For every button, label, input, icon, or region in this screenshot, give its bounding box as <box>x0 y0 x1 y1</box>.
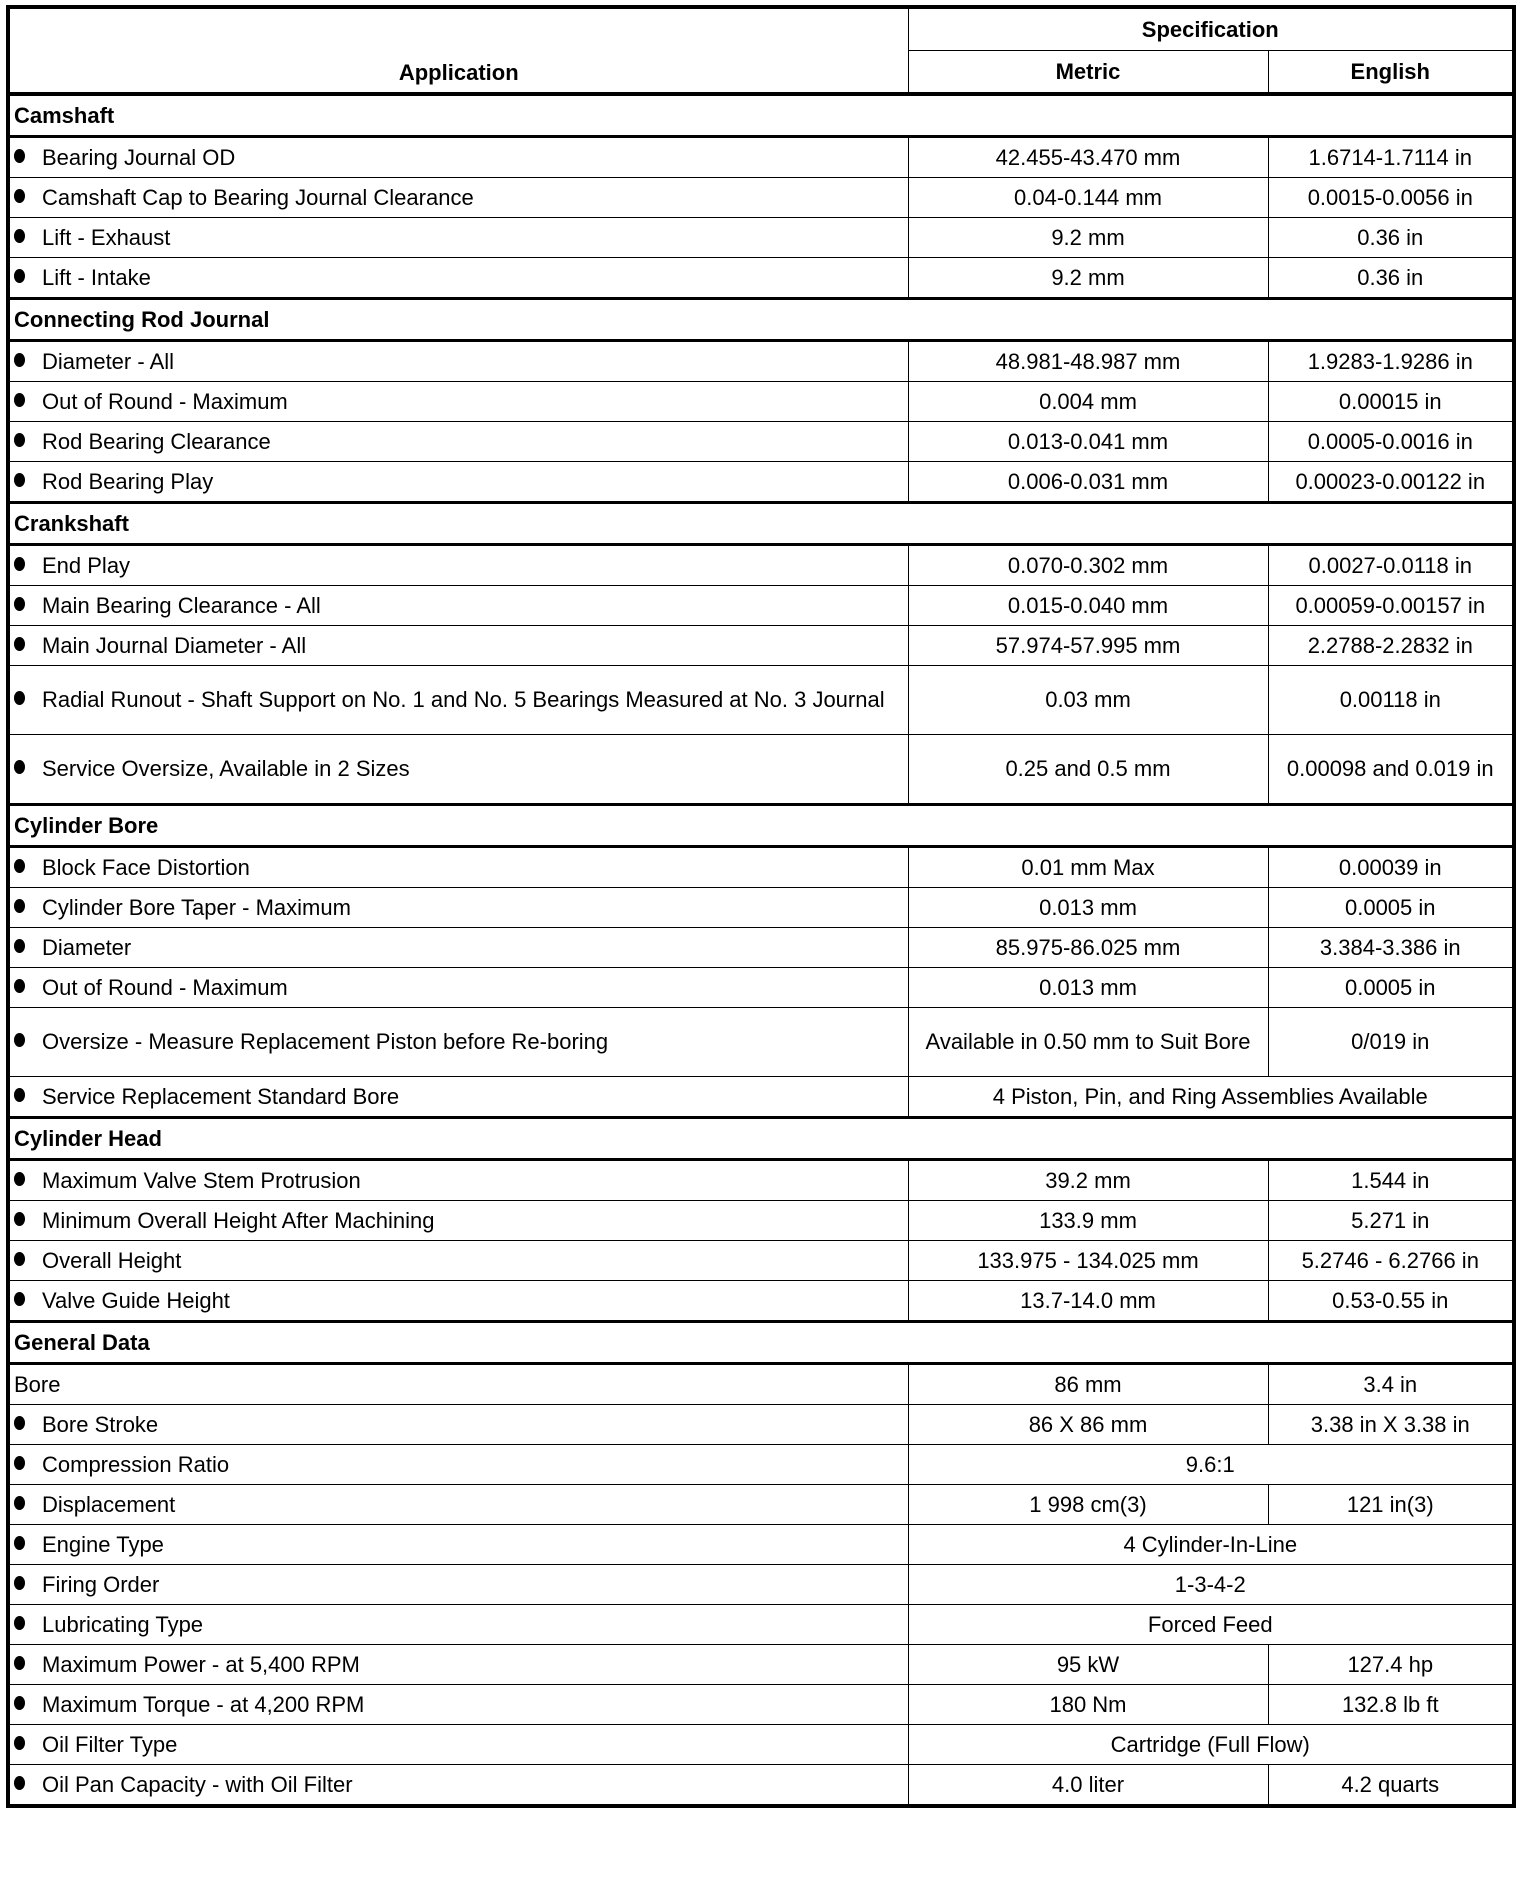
section-title: Cylinder Bore <box>8 805 1514 847</box>
bullet-icon <box>14 859 25 873</box>
english-value: 5.271 in <box>1268 1201 1514 1241</box>
application-label: Oil Filter Type <box>42 1731 178 1757</box>
bullet-icon <box>14 637 25 651</box>
application-cell <box>8 968 908 1008</box>
application-cell <box>8 1160 908 1201</box>
bullet-icon <box>14 393 25 407</box>
metric-value: 85.975-86.025 mm <box>908 928 1268 968</box>
bullet-icon <box>14 229 25 243</box>
metric-column-header: Metric <box>908 51 1268 95</box>
metric-value: 0.04-0.144 mm <box>908 178 1268 218</box>
application-cell <box>8 1405 908 1445</box>
table-row <box>8 341 1514 382</box>
metric-value: 95 kW <box>908 1645 1268 1685</box>
application-label: Lift - Intake <box>42 264 151 290</box>
application-cell <box>8 1008 908 1077</box>
specification-column-header: Specification <box>908 7 1514 51</box>
application-cell <box>8 1077 908 1118</box>
english-value: 0.0015-0.0056 in <box>1268 178 1514 218</box>
english-value: 5.2746 - 6.2766 in <box>1268 1241 1514 1281</box>
application-label: Rod Bearing Play <box>42 468 214 494</box>
metric-value: Available in 0.50 mm to Suit Bore <box>908 1008 1268 1077</box>
bullet-icon <box>14 1416 25 1430</box>
table-row <box>8 586 1514 626</box>
bullet-icon <box>14 1292 25 1306</box>
english-value: 0.00098 and 0.019 in <box>1268 735 1514 805</box>
table-row <box>8 545 1514 586</box>
metric-value: 9.2 mm <box>908 218 1268 258</box>
application-cell <box>8 1201 908 1241</box>
application-label: Displacement <box>42 1491 176 1517</box>
table-row <box>8 462 1514 503</box>
english-value: 3.4 in <box>1268 1364 1514 1405</box>
application-cell <box>8 1364 908 1405</box>
metric-value: 0.006-0.031 mm <box>908 462 1268 503</box>
table-row <box>8 1160 1514 1201</box>
english-value: 3.38 in X 3.38 in <box>1268 1405 1514 1445</box>
english-value: 127.4 hp <box>1268 1645 1514 1685</box>
metric-value: 180 Nm <box>908 1685 1268 1725</box>
english-value: 0.0005-0.0016 in <box>1268 422 1514 462</box>
section-header-row <box>8 1322 1514 1364</box>
specification-value-combined: 1-3-4-2 <box>908 1565 1514 1605</box>
bullet-icon <box>14 433 25 447</box>
section-header-row <box>8 1118 1514 1160</box>
application-cell <box>8 1725 908 1765</box>
section-title: Cylinder Head <box>8 1118 1514 1160</box>
application-label: Engine Type <box>42 1531 164 1557</box>
bullet-icon <box>14 557 25 571</box>
table-row <box>8 1405 1514 1445</box>
bullet-icon <box>14 1172 25 1186</box>
english-value: 0.53-0.55 in <box>1268 1281 1514 1322</box>
bullet-icon <box>14 1736 25 1750</box>
table-row <box>8 137 1514 178</box>
application-label: Main Journal Diameter - All <box>42 632 307 658</box>
table-row <box>8 258 1514 299</box>
metric-value: 1 998 cm(3) <box>908 1485 1268 1525</box>
table-row <box>8 1765 1514 1807</box>
bullet-icon <box>14 979 25 993</box>
application-cell <box>8 847 908 888</box>
metric-value: 0.25 and 0.5 mm <box>908 735 1268 805</box>
application-label: Lubricating Type <box>42 1611 204 1637</box>
application-cell <box>8 586 908 626</box>
metric-value: 4.0 liter <box>908 1765 1268 1807</box>
application-label: Out of Round - Maximum <box>42 388 288 414</box>
application-label: Radial Runout - Shaft Support on No. 1 and No. 5 Bearings Measured at No. 3 Journal <box>42 687 885 712</box>
bullet-icon <box>14 760 25 774</box>
application-cell <box>8 178 908 218</box>
table-row <box>8 1241 1514 1281</box>
application-column-header <box>8 7 908 94</box>
application-label: Compression Ratio <box>42 1451 230 1477</box>
application-label: Oversize - Measure Replacement Piston before Re-boring <box>42 1029 609 1054</box>
application-label: Valve Guide Height <box>42 1287 230 1313</box>
specification-value-combined: 4 Cylinder-In-Line <box>908 1525 1514 1565</box>
application-label: Oil Pan Capacity - with Oil Filter <box>42 1771 353 1797</box>
application-cell <box>8 888 908 928</box>
application-cell <box>8 666 908 735</box>
table-row <box>8 218 1514 258</box>
application-cell <box>8 1565 908 1605</box>
application-cell <box>8 1765 908 1807</box>
table-row <box>8 1364 1514 1405</box>
metric-value: 0.03 mm <box>908 666 1268 735</box>
bullet-icon <box>14 149 25 163</box>
application-cell <box>8 1445 908 1485</box>
english-value: 0.0005 in <box>1268 968 1514 1008</box>
application-label: Cylinder Bore Taper - Maximum <box>42 894 351 920</box>
table-row <box>8 888 1514 928</box>
section-title: General Data <box>8 1322 1514 1364</box>
table-row <box>8 1077 1514 1118</box>
table-row <box>8 928 1514 968</box>
english-value: 0.00015 in <box>1268 382 1514 422</box>
application-cell <box>8 462 908 503</box>
table-row <box>8 1281 1514 1322</box>
metric-value: 0.013 mm <box>908 888 1268 928</box>
application-header-label: Application <box>398 60 519 85</box>
application-label: Overall Height <box>42 1247 182 1273</box>
table-row <box>8 735 1514 805</box>
bullet-icon <box>14 899 25 913</box>
english-value: 0.00118 in <box>1268 666 1514 735</box>
english-column-header: English <box>1268 51 1514 95</box>
bullet-icon <box>14 1576 25 1590</box>
specification-value-combined: 4 Piston, Pin, and Ring Assemblies Available <box>908 1077 1514 1118</box>
bullet-icon <box>14 1456 25 1470</box>
table-row <box>8 847 1514 888</box>
metric-value: 39.2 mm <box>908 1160 1268 1201</box>
application-cell <box>8 1525 908 1565</box>
application-cell <box>8 341 908 382</box>
english-value: 3.384-3.386 in <box>1268 928 1514 968</box>
metric-value: 0.015-0.040 mm <box>908 586 1268 626</box>
metric-value: 86 X 86 mm <box>908 1405 1268 1445</box>
bullet-icon <box>14 1496 25 1510</box>
section-title: Crankshaft <box>8 503 1514 545</box>
metric-value: 0.004 mm <box>908 382 1268 422</box>
table-row <box>8 1725 1514 1765</box>
bullet-icon <box>14 1616 25 1630</box>
section-header-row <box>8 805 1514 847</box>
table-row <box>8 422 1514 462</box>
application-label: Lift - Exhaust <box>42 224 171 250</box>
metric-value: 86 mm <box>908 1364 1268 1405</box>
english-value: 0.36 in <box>1268 218 1514 258</box>
english-value: 1.544 in <box>1268 1160 1514 1201</box>
table-row <box>8 1008 1514 1077</box>
application-label: Camshaft Cap to Bearing Journal Clearance <box>42 184 474 210</box>
metric-value: 13.7-14.0 mm <box>908 1281 1268 1322</box>
application-label: Service Replacement Standard Bore <box>42 1083 400 1109</box>
application-label: Diameter <box>42 934 132 960</box>
section-header-row <box>8 94 1514 137</box>
application-label: Maximum Torque - at 4,200 RPM <box>42 1691 365 1717</box>
english-value: 0.36 in <box>1268 258 1514 299</box>
table-row <box>8 1201 1514 1241</box>
metric-value: 0.013-0.041 mm <box>908 422 1268 462</box>
metric-value: 42.455-43.470 mm <box>908 137 1268 178</box>
application-label: Out of Round - Maximum <box>42 974 288 1000</box>
bullet-icon <box>14 269 25 283</box>
application-label: Main Bearing Clearance - All <box>42 592 321 618</box>
specification-value-combined: 9.6:1 <box>908 1445 1514 1485</box>
application-label: Bore Stroke <box>42 1411 159 1437</box>
bullet-icon <box>14 1252 25 1266</box>
english-value: 1.6714-1.7114 in <box>1268 137 1514 178</box>
english-value: 0.00059-0.00157 in <box>1268 586 1514 626</box>
metric-value: 133.9 mm <box>908 1201 1268 1241</box>
application-cell <box>8 422 908 462</box>
table-body <box>8 94 1514 1806</box>
english-value: 0/019 in <box>1268 1008 1514 1077</box>
application-label: Service Oversize, Available in 2 Sizes <box>42 756 410 781</box>
bullet-icon <box>14 691 25 705</box>
application-label: Block Face Distortion <box>42 854 250 880</box>
specification-value-combined: Cartridge (Full Flow) <box>908 1725 1514 1765</box>
engine-specifications-table <box>6 5 1516 1808</box>
application-cell <box>8 1485 908 1525</box>
section-header-row <box>8 299 1514 341</box>
application-label: Maximum Power - at 5,400 RPM <box>42 1651 360 1677</box>
application-label: Maximum Valve Stem Protrusion <box>42 1167 361 1193</box>
application-cell <box>8 626 908 666</box>
metric-value: 9.2 mm <box>908 258 1268 299</box>
application-label: Diameter - All <box>42 348 175 374</box>
metric-value: 57.974-57.995 mm <box>908 626 1268 666</box>
table-row <box>8 968 1514 1008</box>
table-row <box>8 1445 1514 1485</box>
english-value: 1.9283-1.9286 in <box>1268 341 1514 382</box>
application-cell <box>8 1605 908 1645</box>
bullet-icon <box>14 1656 25 1670</box>
application-cell <box>8 1685 908 1725</box>
english-value: 121 in(3) <box>1268 1485 1514 1525</box>
table-row <box>8 178 1514 218</box>
application-label: Firing Order <box>42 1571 160 1597</box>
bullet-icon <box>14 189 25 203</box>
english-value: 0.0027-0.0118 in <box>1268 545 1514 586</box>
metric-value: 0.013 mm <box>908 968 1268 1008</box>
specification-value-combined: Forced Feed <box>908 1605 1514 1645</box>
bullet-icon <box>14 939 25 953</box>
application-cell <box>8 137 908 178</box>
english-value: 132.8 lb ft <box>1268 1685 1514 1725</box>
application-label: Bearing Journal OD <box>42 144 236 170</box>
table-row <box>8 666 1514 735</box>
metric-value: 48.981-48.987 mm <box>908 341 1268 382</box>
application-cell <box>8 735 908 805</box>
application-cell <box>8 1281 908 1322</box>
bullet-icon <box>14 597 25 611</box>
bullet-icon <box>14 353 25 367</box>
bullet-icon <box>14 1088 25 1102</box>
application-cell <box>8 382 908 422</box>
bullet-icon <box>14 1033 25 1047</box>
table-row <box>8 1605 1514 1645</box>
table-row <box>8 626 1514 666</box>
table-row <box>8 382 1514 422</box>
section-title: Camshaft <box>8 94 1514 137</box>
english-value: 0.00023-0.00122 in <box>1268 462 1514 503</box>
bullet-icon <box>14 1212 25 1226</box>
table-row <box>8 1685 1514 1725</box>
application-label: Minimum Overall Height After Machining <box>42 1207 435 1233</box>
english-value: 2.2788-2.2832 in <box>1268 626 1514 666</box>
metric-value: 0.070-0.302 mm <box>908 545 1268 586</box>
bullet-icon <box>14 473 25 487</box>
section-title: Connecting Rod Journal <box>8 299 1514 341</box>
bullet-icon <box>14 1776 25 1790</box>
bullet-icon <box>14 1696 25 1710</box>
application-label: End Play <box>42 552 131 578</box>
application-cell <box>8 218 908 258</box>
table-row <box>8 1565 1514 1605</box>
section-header-row <box>8 503 1514 545</box>
metric-value: 0.01 mm Max <box>908 847 1268 888</box>
table-row <box>8 1645 1514 1685</box>
english-value: 0.00039 in <box>1268 847 1514 888</box>
application-cell <box>8 258 908 299</box>
application-cell <box>8 545 908 586</box>
table-row <box>8 1525 1514 1565</box>
english-value: 0.0005 in <box>1268 888 1514 928</box>
application-label: Bore <box>14 1371 61 1397</box>
table-row <box>8 1485 1514 1525</box>
application-cell <box>8 1645 908 1685</box>
application-cell <box>8 1241 908 1281</box>
metric-value: 133.975 - 134.025 mm <box>908 1241 1268 1281</box>
application-label: Rod Bearing Clearance <box>42 428 271 454</box>
bullet-icon <box>14 1536 25 1550</box>
english-value: 4.2 quarts <box>1268 1765 1514 1807</box>
application-cell <box>8 928 908 968</box>
